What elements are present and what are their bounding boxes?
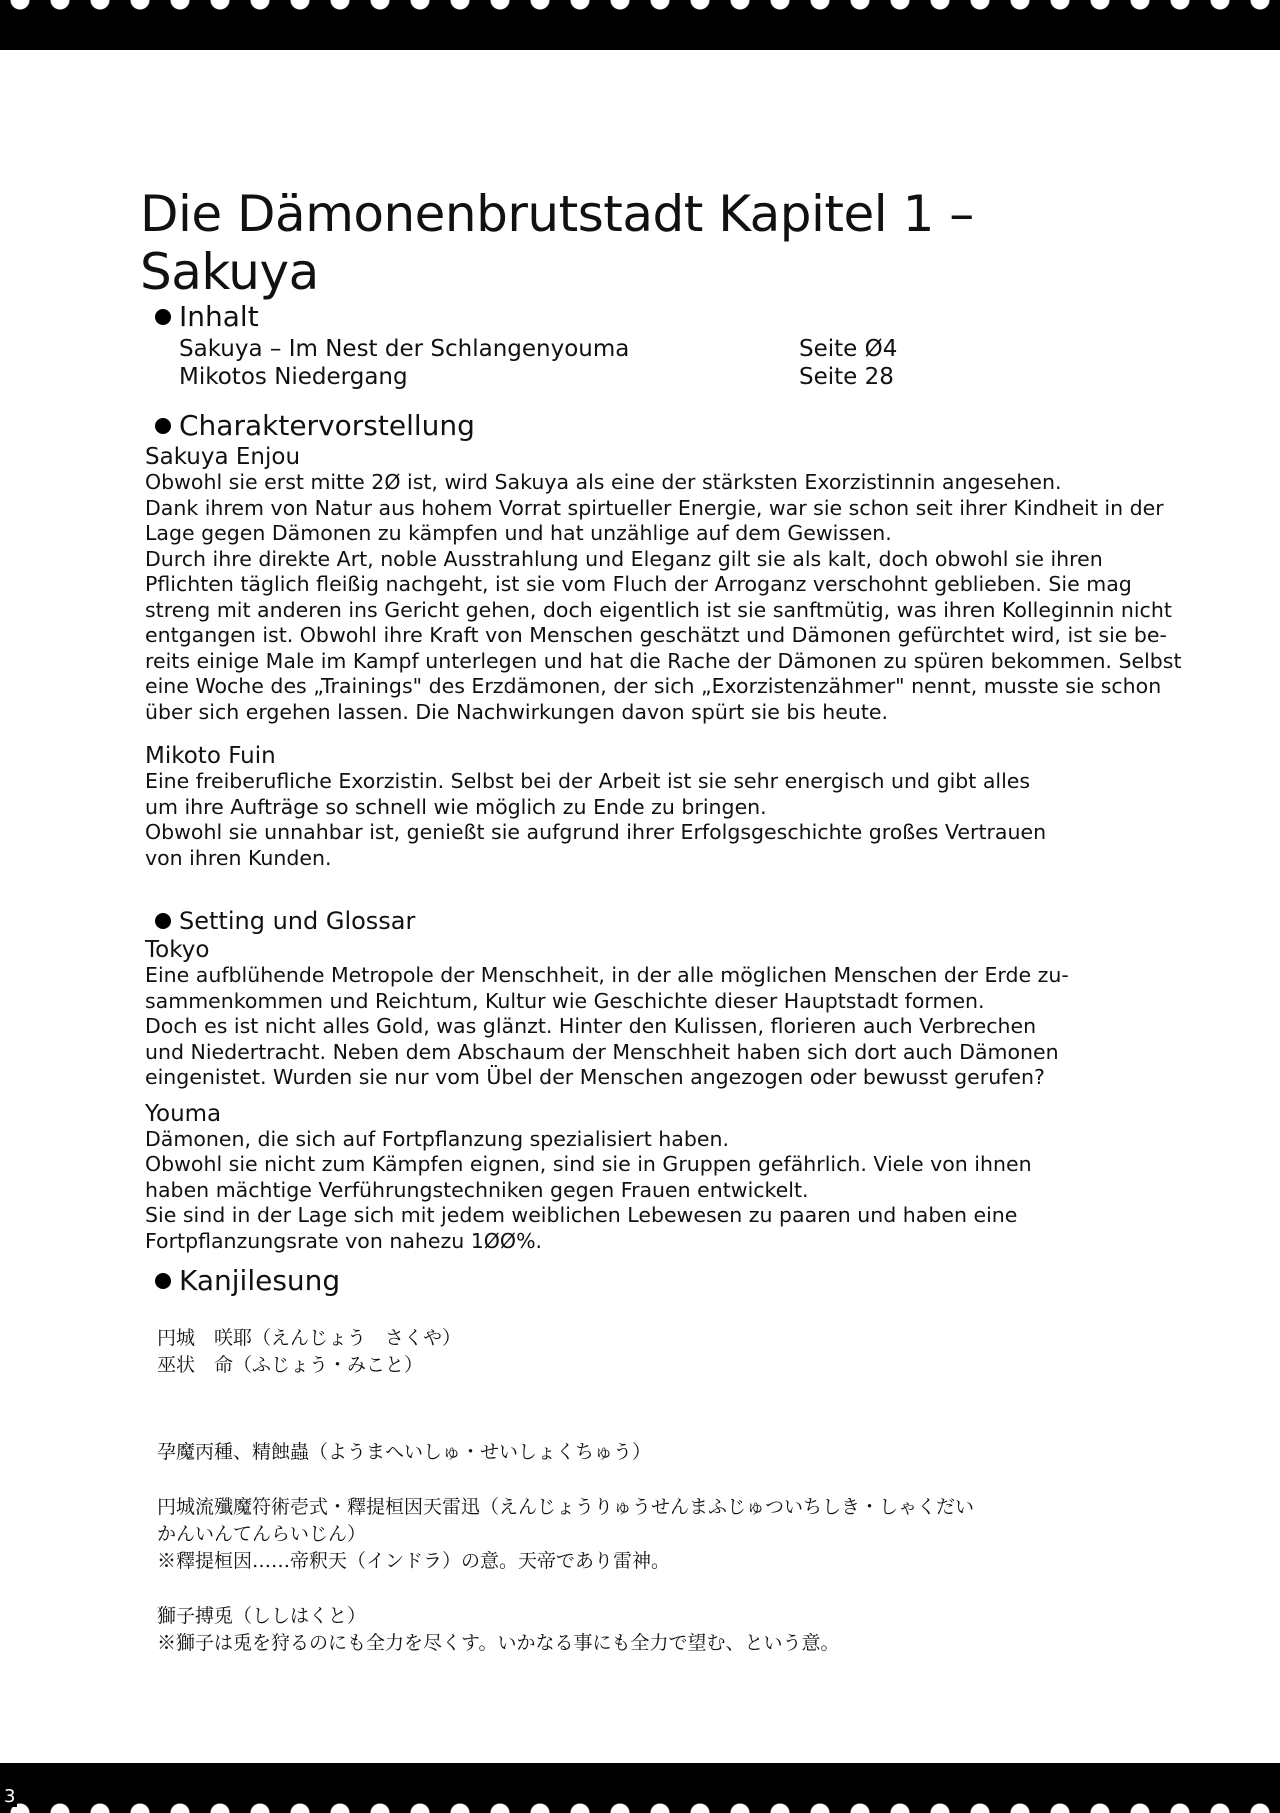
kanji-line: ※獅子は兎を狩るのにも全力を尽くす。いかなる事にも全力で望む、という意。: [157, 1632, 840, 1654]
toc-page: Seite Ø4: [799, 336, 898, 362]
toc-row: [179, 335, 1215, 363]
decorative-border-top: [0, 0, 1280, 50]
glossary-entry: [145, 1101, 1215, 1255]
entry-line: Eine freiberufliche Exorzistin. Selbst bei der Arbeit ist sie sehr energisch und gibt alles: [145, 769, 1031, 793]
glossary-entry: [145, 937, 1215, 1091]
entry-line: Obwohl sie unnahbar ist, genießt sie aufgrund ihrer Erfolgsgeschichte großes Vertrauen: [145, 820, 1047, 844]
entry-line: Obwohl sie erst mitte 2Ø ist, wird Sakuya als eine der stärksten Exorzistinnin angesehen.: [145, 470, 1062, 494]
entry-line: sammenkommen und Reichtum, Kultur wie Geschichte dieser Hauptstadt formen.: [145, 988, 985, 1013]
toc-row: [179, 363, 1215, 391]
section-heading: Kanjilesung: [155, 1264, 1215, 1297]
entry-line: um ihre Aufträge so schnell wie möglich zu Ende zu bringen.: [145, 794, 767, 819]
entry-line: über sich ergehen lassen. Die Nachwirkungen davon spürt sie bis heute.: [145, 699, 889, 724]
entry-line: Dämonen, die sich auf Fortpflanzung spezialisiert haben.: [145, 1126, 729, 1151]
entry-line: und Niedertracht. Neben dem Abschaum der Menschheit haben sich dort auch Dämonen: [145, 1039, 1059, 1064]
entry-name: Sakuya Enjou: [145, 444, 301, 470]
kanji-group: [145, 1439, 1215, 1466]
page-content: [145, 300, 1215, 1657]
section-heading: Setting und Glossar: [155, 907, 1215, 935]
kanji-group: [145, 1325, 1215, 1379]
page-title: Die Dämonenbrutstadt Kapitel 1 – Sakuya: [140, 185, 974, 301]
bullet-icon: [155, 418, 171, 434]
bullet-icon: [155, 309, 171, 325]
entry-line: Sie sind in der Lage sich mit jedem weiblichen Lebewesen zu paaren und haben eine: [145, 1203, 1018, 1227]
entry-name: Mikoto Fuin: [145, 743, 276, 769]
page-number: 3: [4, 1786, 16, 1807]
bullet-icon: [155, 913, 171, 929]
entry-line: entgangen ist. Obwohl ihre Kraft von Menschen geschätzt und Dämonen gefürchtet wird, ist sie be-: [145, 623, 1167, 647]
decorative-border-bottom: [0, 1763, 1280, 1813]
entry-line: Eine aufblühende Metropole der Menschheit, in der alle möglichen Menschen der Erde zu-: [145, 963, 1069, 987]
toc-title: Mikotos Niedergang: [179, 364, 408, 390]
section-kanji: [145, 1264, 1215, 1657]
kanji-line: ※釋提桓因……帝釈天（インドラ）の意。天帝であり雷神。: [157, 1550, 671, 1572]
table-of-contents: [179, 335, 1215, 391]
toc-title: Sakuya – Im Nest der Schlangenyouma: [179, 336, 630, 362]
kanji-group: [145, 1603, 1215, 1657]
entry-line: Durch ihre direkte Art, noble Ausstrahlung und Eleganz gilt sie als kalt, doch obwohl sie ihren: [145, 546, 1103, 571]
character-entry: [145, 444, 1215, 725]
entry-line: Fortpflanzungsrate von nahezu 1ØØ%.: [145, 1228, 543, 1253]
section-heading: Inhalt: [155, 300, 1215, 333]
entry-line: Lage gegen Dämonen zu kämpfen und hat unzählige auf dem Gewissen.: [145, 521, 892, 545]
entry-line: eine Woche des „Trainings" des Erzdämonen, der sich „Exorzistenzähmer" nennt, musste sie schon: [145, 674, 1162, 698]
entry-line: Obwohl sie nicht zum Kämpfen eignen, sind sie in Gruppen gefährlich. Viele von ihnen: [145, 1152, 1032, 1176]
entry-name: Tokyo: [145, 937, 210, 963]
section-charakter: [145, 409, 1215, 871]
kanji-line: かんいんてんらいじん）: [157, 1523, 367, 1545]
entry-line: Dank ihrem von Natur aus hohem Vorrat spirtueller Energie, war sie schon seit ihrer Kindheit in der: [145, 495, 1164, 520]
kanji-line: 円城 咲耶（えんじょう さくや）: [157, 1327, 462, 1349]
entry-line: streng mit anderen ins Gericht gehen, doch eigentlich ist sie sanftmütig, was ihren Kolleginnin nicht: [145, 597, 1172, 622]
entry-line: Doch es ist nicht alles Gold, was glänzt. Hinter den Kulissen, florieren auch Verbrechen: [145, 1014, 1037, 1038]
entry-line: reits einige Male im Kampf unterlegen und hat die Rache der Dämonen zu spüren bekommen. Selbst: [145, 648, 1182, 673]
section-heading: Charaktervorstellung: [155, 409, 1215, 442]
entry-line: Pflichten täglich fleißig nachgeht, ist sie vom Fluch der Arroganz verschohnt geblieben. Sie mag: [145, 572, 1132, 596]
kanji-line: 孕魔丙種、精蝕蟲（ようまへいしゅ・せいしょくちゅう）: [157, 1441, 652, 1463]
entry-line: von ihren Kunden.: [145, 845, 332, 870]
kanji-line: 獅子搏兎（ししはくと）: [157, 1605, 367, 1627]
character-entry: [145, 743, 1215, 871]
entry-name: Youma: [145, 1100, 222, 1127]
kanji-group: [145, 1494, 1215, 1575]
section-inhalt: [145, 300, 1215, 391]
kanji-line: 巫状 命（ふじょう・みこと）: [157, 1354, 424, 1376]
toc-page: Seite 28: [799, 364, 894, 390]
bullet-icon: [155, 1273, 171, 1289]
entry-line: haben mächtige Verführungstechniken gegen Frauen entwickelt.: [145, 1177, 809, 1202]
section-setting: [145, 907, 1215, 1254]
entry-line: eingenistet. Wurden sie nur vom Übel der Menschen angezogen oder bewusst gerufen?: [145, 1065, 1045, 1089]
kanji-line: 円城流殲魔符術壱式・釋提桓因天雷迅（えんじょうりゅうせんまふじゅついちしき・しゃくだい: [157, 1496, 975, 1518]
